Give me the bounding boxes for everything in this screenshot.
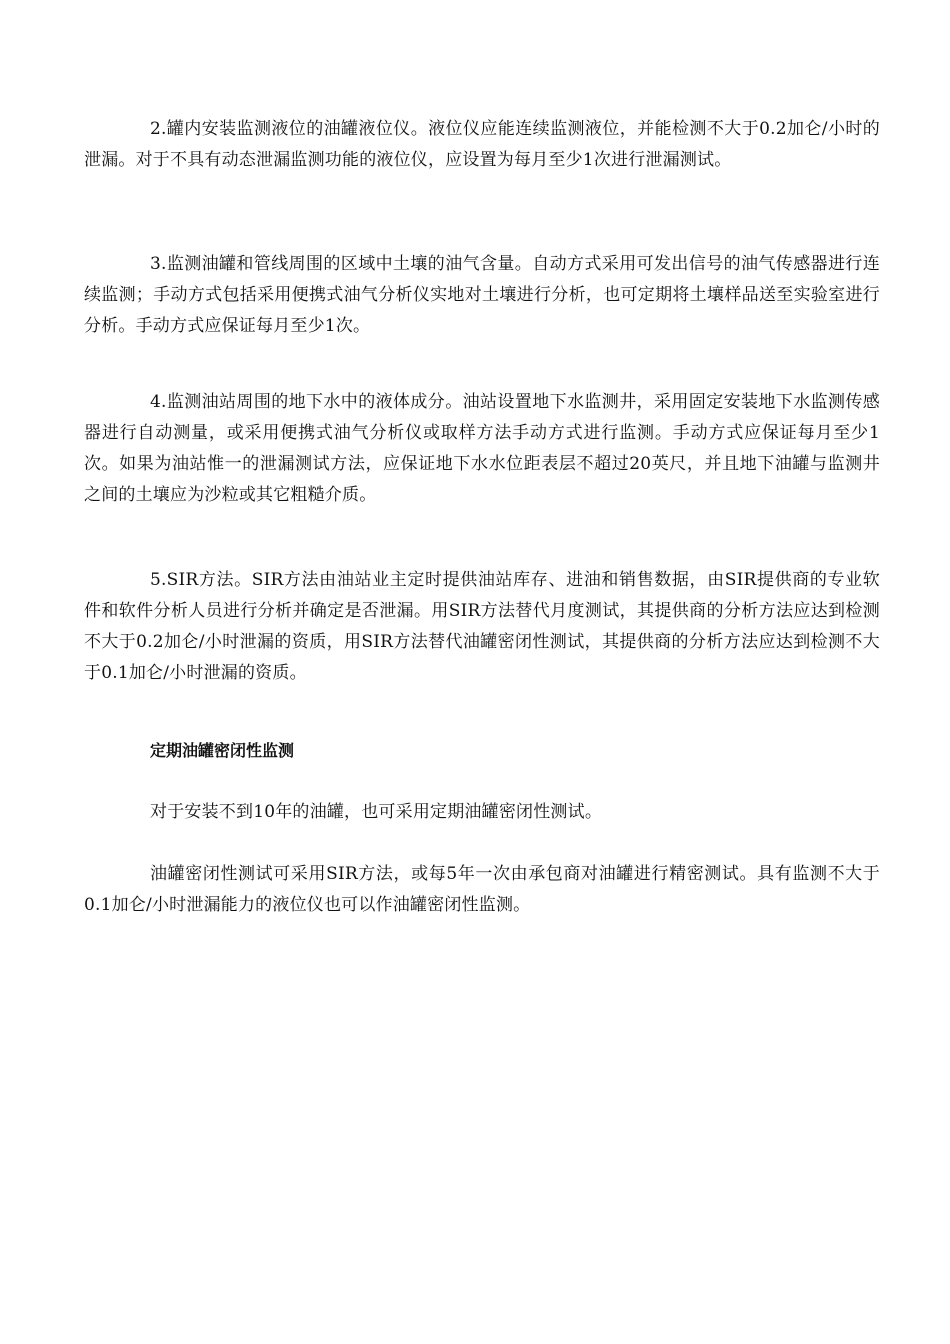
paragraph-soil-vapor: 3.监测油罐和管线周围的区域中土壤的油气含量。自动方式采用可发出信号的油气传感器进行连续监测；手动方式包括采用便携式油气分析仪实地对土壤进行分析，也可定期将土壤样品送至实验室进行分析。手动方式应保证每月至少1次。 xyxy=(84,254,880,336)
paragraph-groundwater: 4.监测油站周围的地下水中的液体成分。油站设置地下水监测井，采用固定安装地下水监测传感器进行自动测量，或采用便携式油气分析仪或取样方法手动方式进行监测。手动方式应保证每月至少1次。如果为油站惟一的泄漏测试方法，应保证地下水水位距表层不超过20英尺，并且地下油罐与监测井之间的土壤应为沙粒或其它粗糙介质。 xyxy=(84,392,880,505)
section-heading: 定期油罐密闭性监测 xyxy=(150,741,295,760)
paragraph-level-gauge: 2.罐内安装监测液位的油罐液位仪。液位仪应能连续监测液位，并能检测不大于0.2加仑/小时的泄漏。对于不具有动态泄漏监测功能的液位仪，应设置为每月至少1次进行泄漏测试。 xyxy=(84,119,880,170)
paragraph-sir-method: 5.SIR方法。SIR方法由油站业主定时提供油站库存、进油和销售数据，由SIR提供商的专业软件和软件分析人员进行分析并确定是否泄漏。用SIR方法替代月度测试，其提供商的分析方法应达到检测不大于0.2加仑/小时泄漏的资质，用SIR方法替代油罐密闭性测试，其提供商的分析方法应达到检测不大于0.1加仑/小时泄漏的资质。 xyxy=(84,570,880,683)
paragraph-tightness-test: 油罐密闭性测试可采用SIR方法，或每5年一次由承包商对油罐进行精密测试。具有监测不大于0.1加仑/小时泄漏能力的液位仪也可以作油罐密闭性监测。 xyxy=(84,864,880,915)
paragraph-periodic-test: 对于安装不到10年的油罐，也可采用定期油罐密闭性测试。 xyxy=(150,802,603,822)
